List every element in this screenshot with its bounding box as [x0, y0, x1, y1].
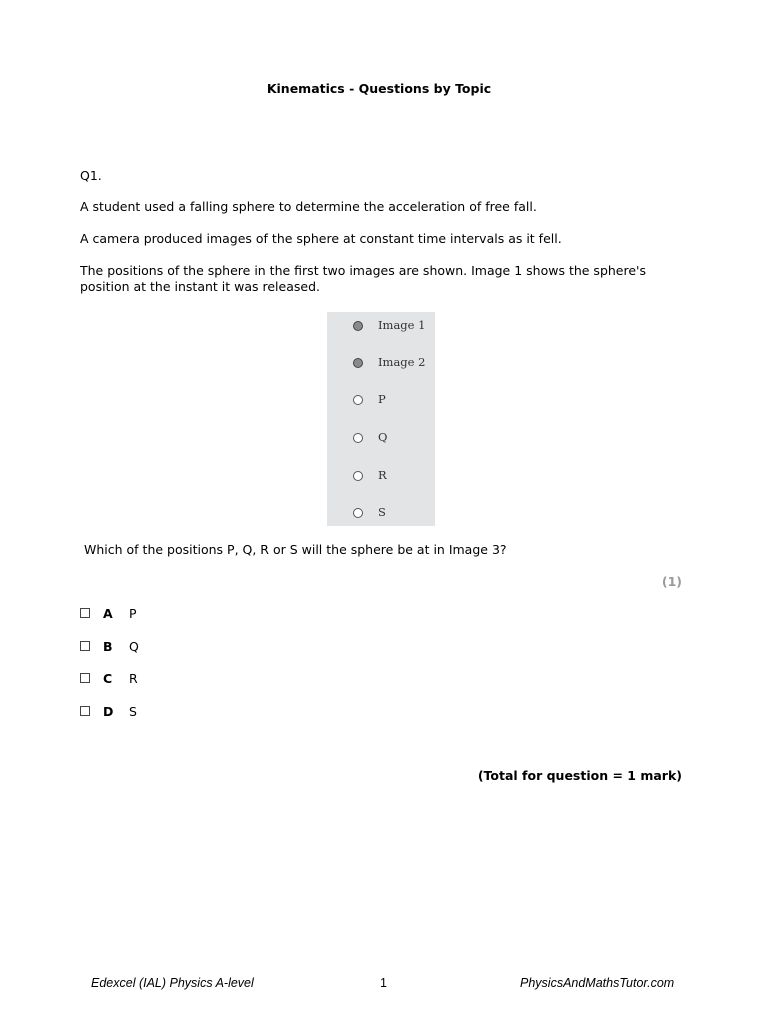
marks-label: (1) — [661, 574, 682, 589]
empty-circle-icon — [353, 471, 363, 481]
position-r — [327, 467, 435, 487]
footer-exam-board: Edexcel (IAL) Physics A-level — [91, 976, 254, 990]
page-title: Kinematics - Questions by Topic — [266, 81, 492, 96]
checkbox-icon[interactable] — [80, 641, 90, 651]
empty-circle-icon — [353, 433, 363, 443]
sphere-dot-icon — [353, 358, 363, 368]
footer-page-number: 1 — [380, 976, 387, 990]
empty-circle-icon — [353, 508, 363, 518]
position-label: Q — [378, 430, 388, 444]
position-image-1 — [327, 317, 435, 337]
option-letter: B — [103, 639, 113, 654]
paragraph-3: The positions of the sphere in the first two images are shown. Image 1 shows the sphere's position at the instant it was released. — [80, 263, 646, 294]
position-p — [327, 391, 435, 411]
paragraph-1: A student used a falling sphere to determine the acceleration of free fall. — [80, 199, 537, 214]
position-label: Image 1 — [378, 318, 426, 332]
position-label: R — [378, 468, 387, 482]
position-q — [327, 429, 435, 449]
checkbox-icon[interactable] — [80, 673, 90, 683]
position-label: Image 2 — [378, 355, 426, 369]
option-letter: D — [103, 704, 114, 719]
position-label: S — [378, 505, 386, 519]
total-marks: (Total for question = 1 mark) — [477, 768, 682, 783]
paragraph-2: A camera produced images of the sphere at constant time intervals as it fell. — [80, 231, 562, 246]
position-image-2 — [327, 354, 435, 374]
checkbox-icon[interactable] — [80, 608, 90, 618]
position-s — [327, 504, 435, 524]
position-label: P — [378, 392, 386, 406]
empty-circle-icon — [353, 395, 363, 405]
question-text: Which of the positions P, Q, R or S will the sphere be at in Image 3? — [84, 542, 507, 557]
option-letter: A — [103, 606, 113, 621]
sphere-positions-figure — [327, 312, 435, 526]
option-text: P — [129, 606, 137, 621]
option-letter: C — [103, 671, 113, 686]
footer-website: PhysicsAndMathsTutor.com — [520, 976, 675, 990]
option-text: R — [129, 671, 138, 686]
option-text: S — [129, 704, 137, 719]
option-text: Q — [129, 639, 139, 654]
checkbox-icon[interactable] — [80, 706, 90, 716]
sphere-dot-icon — [353, 321, 363, 331]
question-number: Q1. — [80, 168, 102, 183]
